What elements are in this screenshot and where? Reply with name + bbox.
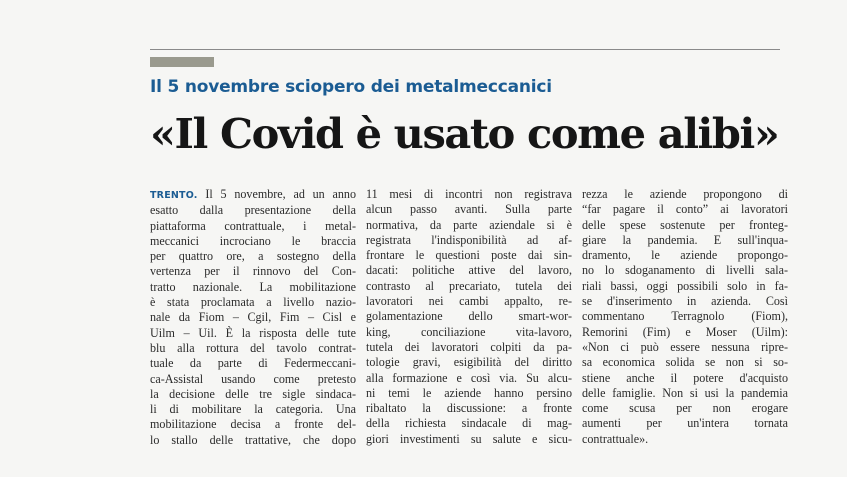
text-line: contrattuale».	[582, 431, 649, 446]
text-line: dacati: politiche attive del lavoro,	[366, 263, 572, 278]
text-line: normativa, da parte aziendale si è	[366, 217, 572, 232]
text-line: alla formazione e così via. Su alcu-	[366, 370, 572, 385]
text-line: piattaforma contrattuale, i metal-	[150, 218, 356, 233]
text-line: lavoratori nei cambi appalto, re-	[366, 294, 572, 309]
text-line: se d'inserimento in azienda. Così	[582, 294, 788, 309]
text-line: «Non ci può essere nessuna ripre-	[582, 339, 788, 354]
section-tag-bar	[150, 57, 214, 67]
text-line: per quattro ore, a sostegno della	[150, 249, 356, 264]
text-line: delle spese sostenute per fronteg-	[582, 217, 788, 232]
text-line: alcun passo avanti. Sulla parte	[366, 202, 572, 217]
text-line: ni temi le aziende hanno persino	[366, 385, 572, 400]
text-line: commentano Terragnolo (Fiom),	[582, 309, 788, 324]
text-line: aumenti per un'intera tornata	[582, 416, 788, 431]
text-line: è stata proclamata a livello nazio-	[150, 295, 356, 310]
text-line: 11 mesi di incontri non registrava	[366, 187, 572, 201]
text-line: frontare le questioni poste dai sin-	[366, 248, 572, 263]
text-line: ribaltato la discussione: a fronte	[366, 401, 572, 416]
text-line: registrata l'indisponibilità ad af-	[366, 232, 572, 247]
text-line: giare la pandemia. E sull'inqua-	[582, 232, 788, 247]
text-line: “far pagare il conto” ai lavoratori	[582, 202, 788, 217]
text-line: ca-Assistal usando come pretesto	[150, 371, 356, 386]
text-line: mobilitazione decisa a fronte del-	[150, 417, 356, 432]
text-line: tologie gravi, esigibilità del diritto	[366, 355, 572, 370]
text-line: li di mobilitare la categoria. Una	[150, 402, 356, 417]
text-line: blu alla rottura del tavolo contrat-	[150, 340, 356, 355]
text-line: la decisione delle tre sigle sindaca-	[150, 386, 356, 401]
text-line: no lo sdoganamento di livelli sala-	[582, 263, 788, 278]
text-line: delle famiglie. Non si usi la pandemia	[582, 385, 788, 400]
text-line: riali bassi, oggi possibili solo in fa-	[582, 278, 788, 293]
text-line: meccanici incrociano le braccia	[150, 233, 356, 248]
text-line: nale da Fiom – Cgil, Fim – Cisl e	[150, 310, 356, 325]
text-line: Remorini (Fim) e Moser (Uilm):	[582, 324, 788, 339]
top-rule	[150, 49, 780, 50]
text-line: Uilm – Uil. È la risposta delle tute	[150, 325, 356, 340]
article-column-1	[150, 187, 356, 448]
text-line: stiene anche il potere d'acquisto	[582, 370, 788, 385]
text-line: rezza le aziende propongono di	[582, 187, 788, 201]
text-line: della richiesta sindacale di mag-	[366, 416, 572, 431]
text-line: golamentazione dello smart-wor-	[366, 309, 572, 324]
text-line: esatto dalla presentazione della	[150, 203, 356, 218]
text-line: sa economica solida se non si so-	[582, 355, 788, 370]
text-line: king, conciliazione vita-lavoro,	[366, 324, 572, 339]
text-line: contrasto al precariato, tutela dei	[366, 278, 572, 293]
text-line: giori investimenti su salute e sicu-	[366, 431, 572, 446]
text-line: come scusa per non erogare	[582, 401, 788, 416]
article-headline: «Il Covid è usato come alibi»	[150, 109, 779, 158]
text-line: dramento, le aziende propongo-	[582, 248, 788, 263]
text-line: tuale da parte di Federmeccani-	[150, 356, 356, 371]
text-line: TRENTO. Il 5 novembre, ad un anno	[150, 187, 356, 201]
text-line: lo stallo delle trattative, che dopo	[150, 432, 356, 447]
article-column-2	[366, 187, 572, 447]
dateline: TRENTO.	[150, 190, 198, 201]
text-line: tutela dei lavoratori colpiti da pa-	[366, 339, 572, 354]
article-kicker: Il 5 novembre sciopero dei metalmeccanici	[150, 77, 552, 97]
text-line: vertenza per il rinnovo del Con-	[150, 264, 356, 279]
text-line: tratto nazionale. La mobilitazione	[150, 279, 356, 294]
article-column-3	[582, 187, 788, 447]
